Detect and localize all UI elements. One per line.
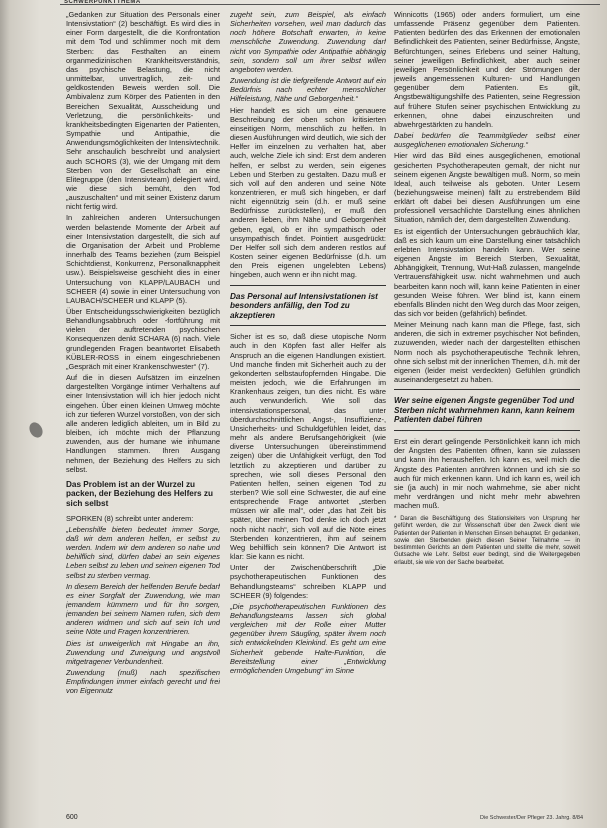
quote-paragraph: Zuwendung (muß) nach spezifischen Empfindungen immer einfach gerecht und frei von Eigennutz	[66, 668, 220, 696]
body-paragraph: Unter der Zwischenüberschrift „Die psychotherapeutischen Funktionen des Behandlungsteams“ schreiben KLAPP und SCHEER (9) folgendes:	[230, 563, 386, 600]
body-paragraph: Hier wird das Bild eines ausgeglichenen, emotional gesicherten Psychotherapeuten gemalt, der nicht nur seinem eigenen Ängste bewältigen muß. Norm, so mein Ideal, auch teilweise als geboten. Unter Lesern (beziehungsweise meinen) fällt zu erstrebendem Bild erklärt oft dabei bei diesen Ausführungen um eine professionell versachlichte Darstellung eines ähnlichen Situation, nämlich der, dem dargestellten Zuwendung.	[394, 151, 580, 225]
body-paragraph: Sicher ist es so, daß diese utopische Norm auch in den Köpfen fast aller Helfer als Anspruch an die eigenen Handlungen existiert. Und manche finden mit Sicherheit auch zu der gekonderten selbstaufopfernden Hingabe. Die meisten jedoch, wie die Erfahrungen im Krankenhaus zeigen, tun dies nicht. Es wäre auch verwunderlich. Wie soll das intensivstationspersonal, das unter überdurchschnittlichen Angst-, Insuffizienz-, Unsicherheits- und Schuldgefühlen leidet, das mehr als andere Berufsangehörigkeit (wie diverse Untersuchungen übereinstimmend zeigen) über die Unfähigkeit verfügt, den Tod letztlich zu akzeptieren und darüber zu sprechen, wie soll dieses Personal den Patienten helfen, seinen eigenen Tod zu sterben? Wie soll eine Schwester, die auf eine entsprechende Frage antwortet „sterben müssen wir alle mal“, oder „das hat Zeit bis später, über meinen Tod denke ich doch jetzt noch nicht nach“, sich voll auf die Nöte eines Sterbenden konzentrieren, ihm auf seinem Weg behilflich sein können? Die Antwort ist klar: Sie kann es nicht.	[230, 332, 386, 562]
quote-paragraph: zugeht sein, zum Beispiel, als einfach Sicherheiten vorsehen, weil man dadurch das noch höhere Botschaft erwarten, in keine menschliche Zuwendung. Zuwendung darf nicht von Sympathie oder Antipathie abhängig sein, sondern soll um ihrer selbst willen angeboten werden.	[230, 10, 386, 74]
body-paragraph: Es ist eigentlich der Untersuchungen gebräuchlich klar, daß es sich kaum um eine Darstellung einer tatsächlich erlebten Intensivstation handeln kann. Wer seine eigenen Ängste im Bereich Sterben, Sexualität, Abhängigkeit, Trennung, Wut-Haß zulassen, mangelnde Vertrauensfähigkeit usw. nicht wahrnehmen und auch bearbeiten kann noch will, kann keine Patienten in einer gesunden Weise führen. Wer blind ist, kann einem ebenfalls Blinden nicht den Weg durch das Moor zeigen, das sich vor beiden (gefährlich) befindet.	[394, 226, 580, 318]
header-rule	[60, 4, 600, 5]
section-rule	[230, 285, 386, 286]
quote-paragraph: „Lebenshilfe bieten bedeutet immer Sorge, daß wir dem anderen helfen, er selbst zu werden. Indem wir dem anderen so nahe und behilflich sind, dürfen dabei an sein eigenes Leben selbst zu leben und seinen eigenen Tod selbst zu sterben vermag.	[66, 524, 220, 580]
section-rule	[230, 325, 386, 326]
body-paragraph: Meiner Meinung nach kann man die Pflege, fast, sich anderen, die sich in extremer psychischer Not befinden, zuzuwenden, wieder nach der dargestellten ethischen Norm noch als psychotherapeutische Technik lehren, ohne sich selbst mit der innerlichen Themen, d.h. mit der eigenen (leider meist verdeckten) Gefühlen gründlich auseinandergesetzt zu haben.	[394, 320, 580, 385]
ink-blot	[27, 420, 45, 440]
body-paragraph: Winnicotts (1965) oder anders formuliert, um eine umfassende Präsenz gegenüber dem Patienten. Patienten bedürfen des das Erkennen der emotionalen Befindlichkeit des Patienten, seiner Bedürfnisse, Ängste, Befürchtungen, seines Erlebens und seiner Haltung, seiner jeweiligen Befindlichkeit, aber auch seiner jeweiligen Persönlichkeit und der Strömungen der jeweils angemessenen Kulturen- und Handlungen gegenüber dem Patienten. Es gilt, Angstbewältigungshilfe des Patienten, seine Regression auf frühere Stufen seiner psychischen Entwicklung zu erkennen, ohne dabei einzuschreiten und abwehrgestärkten zu handeln.	[394, 10, 580, 129]
section-heading: Das Problem ist an der Wurzel zu packen, der Beziehung des Helfers zu sich selbst	[66, 479, 213, 508]
section-rule	[394, 430, 580, 431]
body-paragraph: „Gedanken zur Situation des Personals einer Intensivstation“ (2) beschäftigt. Es wird dies in einer Form dargestellt, die die Konfrontation mit dem Tod und schlimmer noch mit dem Sterben: das Festhalten an einem organmedizinischen Krankheitsverständnis, das psychische Belastung, die nicht unmittelbar, unvertraglich, zeit- und geldkostenden Beweis werden soll. Die Ambivalenz zum Körper des Patienten in den Bereichen Sexualität, Ausscheidung und Verletzung, die persönlichkeits- und krankheitsbedingten Eigenarten der Patienten, Sympathie und Antipathie, die Anwendungsmöglichkeiten der Intensivtechnik. Sehr anschaulich beschreibt und analysiert auch SCHORS (3), wie der Umgang mit dem Sterben von der Gesellschaft an eine Elitegruppe (den Intensivteam) delegiert wird, wie diese sich bemüht, den Tod „auszuschalten“ und mit seiner Existenz darum nicht fertig wird.	[66, 10, 220, 212]
text-column-2	[230, 10, 386, 808]
quote-paragraph: „Die psychotherapeutischen Funktionen des Behandlungsteams lassen sich global vergleichen mit der Rolle einer Mutter gegenüber ihrem Säugling, später ihrem noch sich entwickelnden Kleinkind. Es geht um eine Sicherheit gebende Halte-Funktion, die Bereitstellung einer „Entwicklung ermöglichenden Umgebung“ im Sinne	[230, 601, 386, 675]
body-paragraph: Auf die in diesen Aufsätzen im einzelnen dargestellten Vorgänge intimer Verhaltens auf einer Intensivstation will ich hier jedoch nicht eingehen. Über einen kleinen Umweg möchte ich zur tieferen Wurzel vorstoßen, von der sich alle anderen lediglich ableiten, um in Bild zu bleiben, ich möchte mich der Pflanzung zuwenden, aus der humane wie inhumane Handlungen stammen. Ihren Ausgang nehmen, der Beziehung des Helfers zu sich selbst.	[66, 373, 220, 474]
text-column-1	[66, 10, 220, 808]
quote-paragraph: Dies ist unweigerlich mit Hingabe an ihn, Zuwendung und Zuneigung und angstvoll mitgetragener Verbundenheit.	[66, 638, 220, 666]
section-header: SCHWERPUNKTTHEMA	[64, 0, 141, 5]
body-paragraph: Erst ein derart gelingende Persönlichkeit kann ich mich der Ängsten des Patienten öffnen, kann sie zulassen und kann ihn heraushelfen. Ich kann es, weil mich die Ängste des Patienten anrühren können und ich sie so auch für mich erkennen kann. Und ich kann es, weil ich sie (ja auch) in mir noch wahrnehme, sie aber nicht mehr verdrängen und nicht mehr mehr abwehren machen muß.	[394, 437, 580, 511]
quote-paragraph: Dabei bedürfen die Teammitglieder selbst einer ausgeglichenen emotionalen Sicherung.“	[394, 131, 580, 150]
section-heading: Das Personal auf Intensivstationen ist besonders anfällig, den Tod zu akzeptieren	[230, 291, 378, 320]
footnote: * Daran die Beschäftigung des Stationsleiters von Ursprung her geführt werden, die zur Wissenschaft über den Zweck dient wie Patienten der Patienten in Menschen Einsen behauptet. Er gedanken, sowie den Sterbenden gleich diesen Seiner Teilnahme — in bestimmten Gerichts an dem Patienten und stellte die mehr, soweit Gutsache wie Lehr. Selbst euer bedingt, sind die Weitergegeben erlaubt, sie wie von der Sache bearbeitet.	[394, 516, 580, 566]
journal-footer: Die Schwester/Der Pfleger 23. Jahrg. 8/84	[480, 815, 584, 821]
body-paragraph: In zahlreichen anderen Untersuchungen werden belastende Momente der Arbeit auf einer Intensivstation dargestellt, die sich auf die Organisation der Arbeit und Probleme innerhalb des Teams beziehen (zum Beispiel Schichtdienst, Konkurrenz, Personalknappheit usw.). Beispielsweise geschieht dies in einer Untersuchung von KLAPP/LAUBACH und SCHEER (4) sowie in einer Untersuchung von LAUBACH/SCHEER und KLAPP (5).	[66, 213, 220, 305]
quote-paragraph: In diesem Bereich der helfenden Berufe bedarf es einer Sorgfalt der Zuwendung, wie man jemandem kümmern und für ihn sorgen, jemanden bei seinem Namen rufen, sich dem anderen widmen und sich auf sein Ich und seine Nöte und Fragen konzentrieren.	[66, 581, 220, 637]
text-column-3	[394, 10, 580, 808]
section-rule	[394, 389, 580, 390]
section-heading: Wer seine eigenen Ängste gegenüber Tod und Sterben nicht wahrnehmen kann, kann keinem Patienten dabei führen	[394, 396, 575, 425]
body-paragraph: SPORKEN (8) schreibt unter anderem:	[66, 513, 194, 523]
quote-paragraph: Zuwendung ist die tiefgreifende Antwort auf ein Bedürfnis nach echter menschlicher Hilfeleistung, Nähe und Geborgenheit.“	[230, 76, 386, 104]
body-paragraph: Über Entscheidungsschwierigkeiten bezüglich Behandlungsabbruch oder -fortführung mit vielen der auftretenden psychischen Konsequenzen denkt SCHARA (6) nach. Viele grundlegenden Fragen beantwortet Elisabeth KÜBLER-ROSS in einem eingeschriebenen „Gespräch mit einer Krankenschwester“ (7).	[66, 307, 220, 371]
page-number: 600	[66, 814, 78, 821]
body-paragraph: Hier handelt es sich um eine genauere Beschreibung der oben schon kritisierten einseitigen Norm, menschlich zu helfen. In diesen Ausführungen wird deutlich, wie sich der Helfer im einzelnen zu verhalten hat, aber auch, welche Ziele ich sind: Erst dem anderen helfen, er selbst zu werden, sein eigenes Leben und Sterben zu gestalten. Dazu muß er sich voll auf den anderen und seine Nöte konzentrieren, er muß sich hingeben, er darf nicht eigennützig sein (d.h. er muß seine Bedürfnisse zurückstellen), er muß den anderen lieben, ihm Nähe und Geborgenheit geben, egal, ob er ihn sympathisch oder unsympathisch findet. Pointiert ausgedrückt: Der Helfer soll sich dem anderen restlos auf Kosten seiner eigenen Bedürfnisse (d.h. um den Preis eigenen ungelebten Lebens) hingeben, auch wenn er ihn nicht mag.	[230, 105, 386, 280]
